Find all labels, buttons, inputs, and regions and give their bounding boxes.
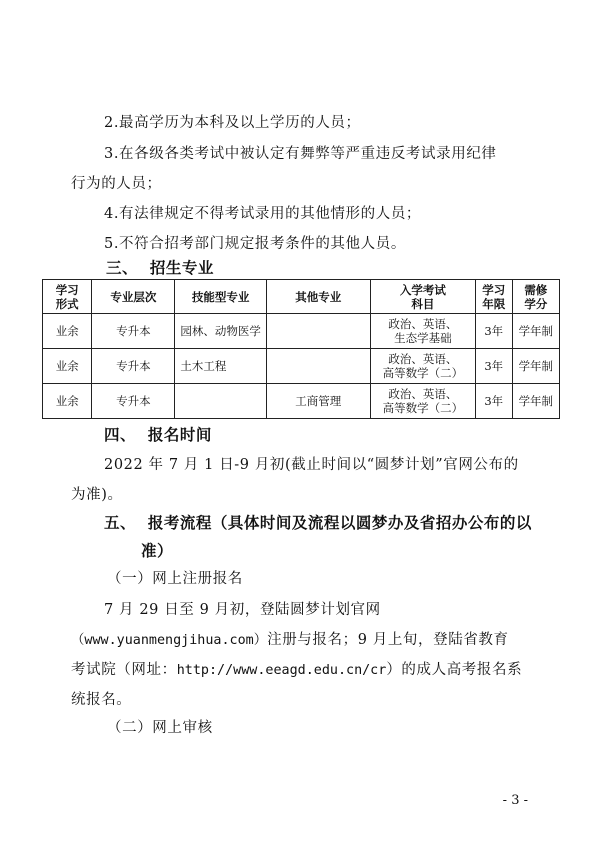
header-credits: 需修 学分 (512, 280, 559, 314)
cell-years: 3年 (475, 349, 512, 384)
cell-other (266, 314, 370, 349)
eligibility-item-3: 3.在各级各类考试中被认定有舞弊等严重违反考试录用纪律 (104, 146, 497, 162)
cell-credits: 学年制 (512, 384, 559, 419)
header-exam-subjects: 入学考试 科目 (370, 280, 475, 314)
cell-credits: 学年制 (512, 314, 559, 349)
section-4-number: 四、 (104, 426, 137, 444)
registration-paragraph-line2: （www.yuanmengjihua.com）注册与报名；9 月上旬，登陆省教育 (71, 632, 509, 648)
cell-level: 专升本 (92, 314, 175, 349)
registration-time-text: 2022 年 7 月 1 日-9 月初(截止时间以“圆梦计划”官网公布的 (104, 457, 519, 473)
section-3-number: 三、 (106, 259, 139, 277)
registration-paragraph-line3: 考试院（网址：http://www.eeagd.edu.cn/cr）的成人高考报名系 (71, 662, 523, 678)
cell-skill (175, 384, 266, 419)
section-3-heading (106, 257, 214, 279)
header-other-major: 其他专业 (266, 280, 370, 314)
eligibility-item-4: 4.有法律规定不得考试录用的其他情形的人员； (104, 206, 422, 222)
cell-skill: 园林、动物医学 (175, 314, 266, 349)
cell-form: 业余 (43, 384, 92, 419)
subsection-online-registration: （一）网上注册报名 (107, 571, 243, 587)
section-5-title: 报考流程（具体时间及流程以圆梦办及省招办公布的以 (147, 514, 532, 532)
table-row (43, 349, 560, 384)
table-header-row (43, 280, 560, 314)
section-4-title: 报名时间 (147, 426, 212, 444)
table-row (43, 384, 560, 419)
header-level: 专业层次 (92, 280, 175, 314)
section-5-number: 五、 (104, 514, 137, 532)
eligibility-item-5: 5.不符合招考部门规定报考条件的其他人员。 (104, 236, 406, 252)
cell-level: 专升本 (92, 349, 175, 384)
cell-level: 专升本 (92, 384, 175, 419)
header-skill-major: 技能型专业 (175, 280, 266, 314)
cell-form: 业余 (43, 314, 92, 349)
section-4-heading (104, 424, 212, 446)
registration-paragraph-line4: 统报名。 (71, 692, 132, 708)
registration-time-text-cont: 为准)。 (71, 487, 123, 503)
cell-credits: 学年制 (512, 349, 559, 384)
cell-other: 工商管理 (266, 384, 370, 419)
eeagd-url-text: http://www.eeagd.edu.cn/cr (176, 663, 387, 678)
header-years: 学习 年限 (475, 280, 512, 314)
cell-years: 3年 (475, 314, 512, 349)
section-5-heading (104, 512, 532, 534)
table-row (43, 314, 560, 349)
section-3-title: 招生专业 (149, 259, 214, 277)
header-study-form: 学习 形式 (43, 280, 92, 314)
cell-exam: 政治、英语、 高等数学（二） (370, 384, 475, 419)
cell-exam: 政治、英语、 高等数学（二） (370, 349, 475, 384)
majors-table (42, 279, 560, 419)
cell-other (266, 349, 370, 384)
page-number: - 3 - (502, 793, 528, 808)
registration-paragraph: 7 月 29 日至 9 月初，登陆圆梦计划官网 (104, 602, 381, 618)
cell-skill: 土木工程 (175, 349, 266, 384)
eligibility-item-2: 2.最高学历为本科及以上学历的人员； (104, 115, 361, 131)
yuanmeng-url-text: （www.yuanmengjihua.com） (71, 633, 268, 648)
subsection-online-review: （二）网上审核 (107, 720, 213, 736)
cell-years: 3年 (475, 384, 512, 419)
eligibility-item-3-cont: 行为的人员； (71, 176, 162, 192)
cell-exam: 政治、英语、 生态学基础 (370, 314, 475, 349)
cell-form: 业余 (43, 349, 92, 384)
section-5-title-cont: 准） (141, 542, 174, 560)
